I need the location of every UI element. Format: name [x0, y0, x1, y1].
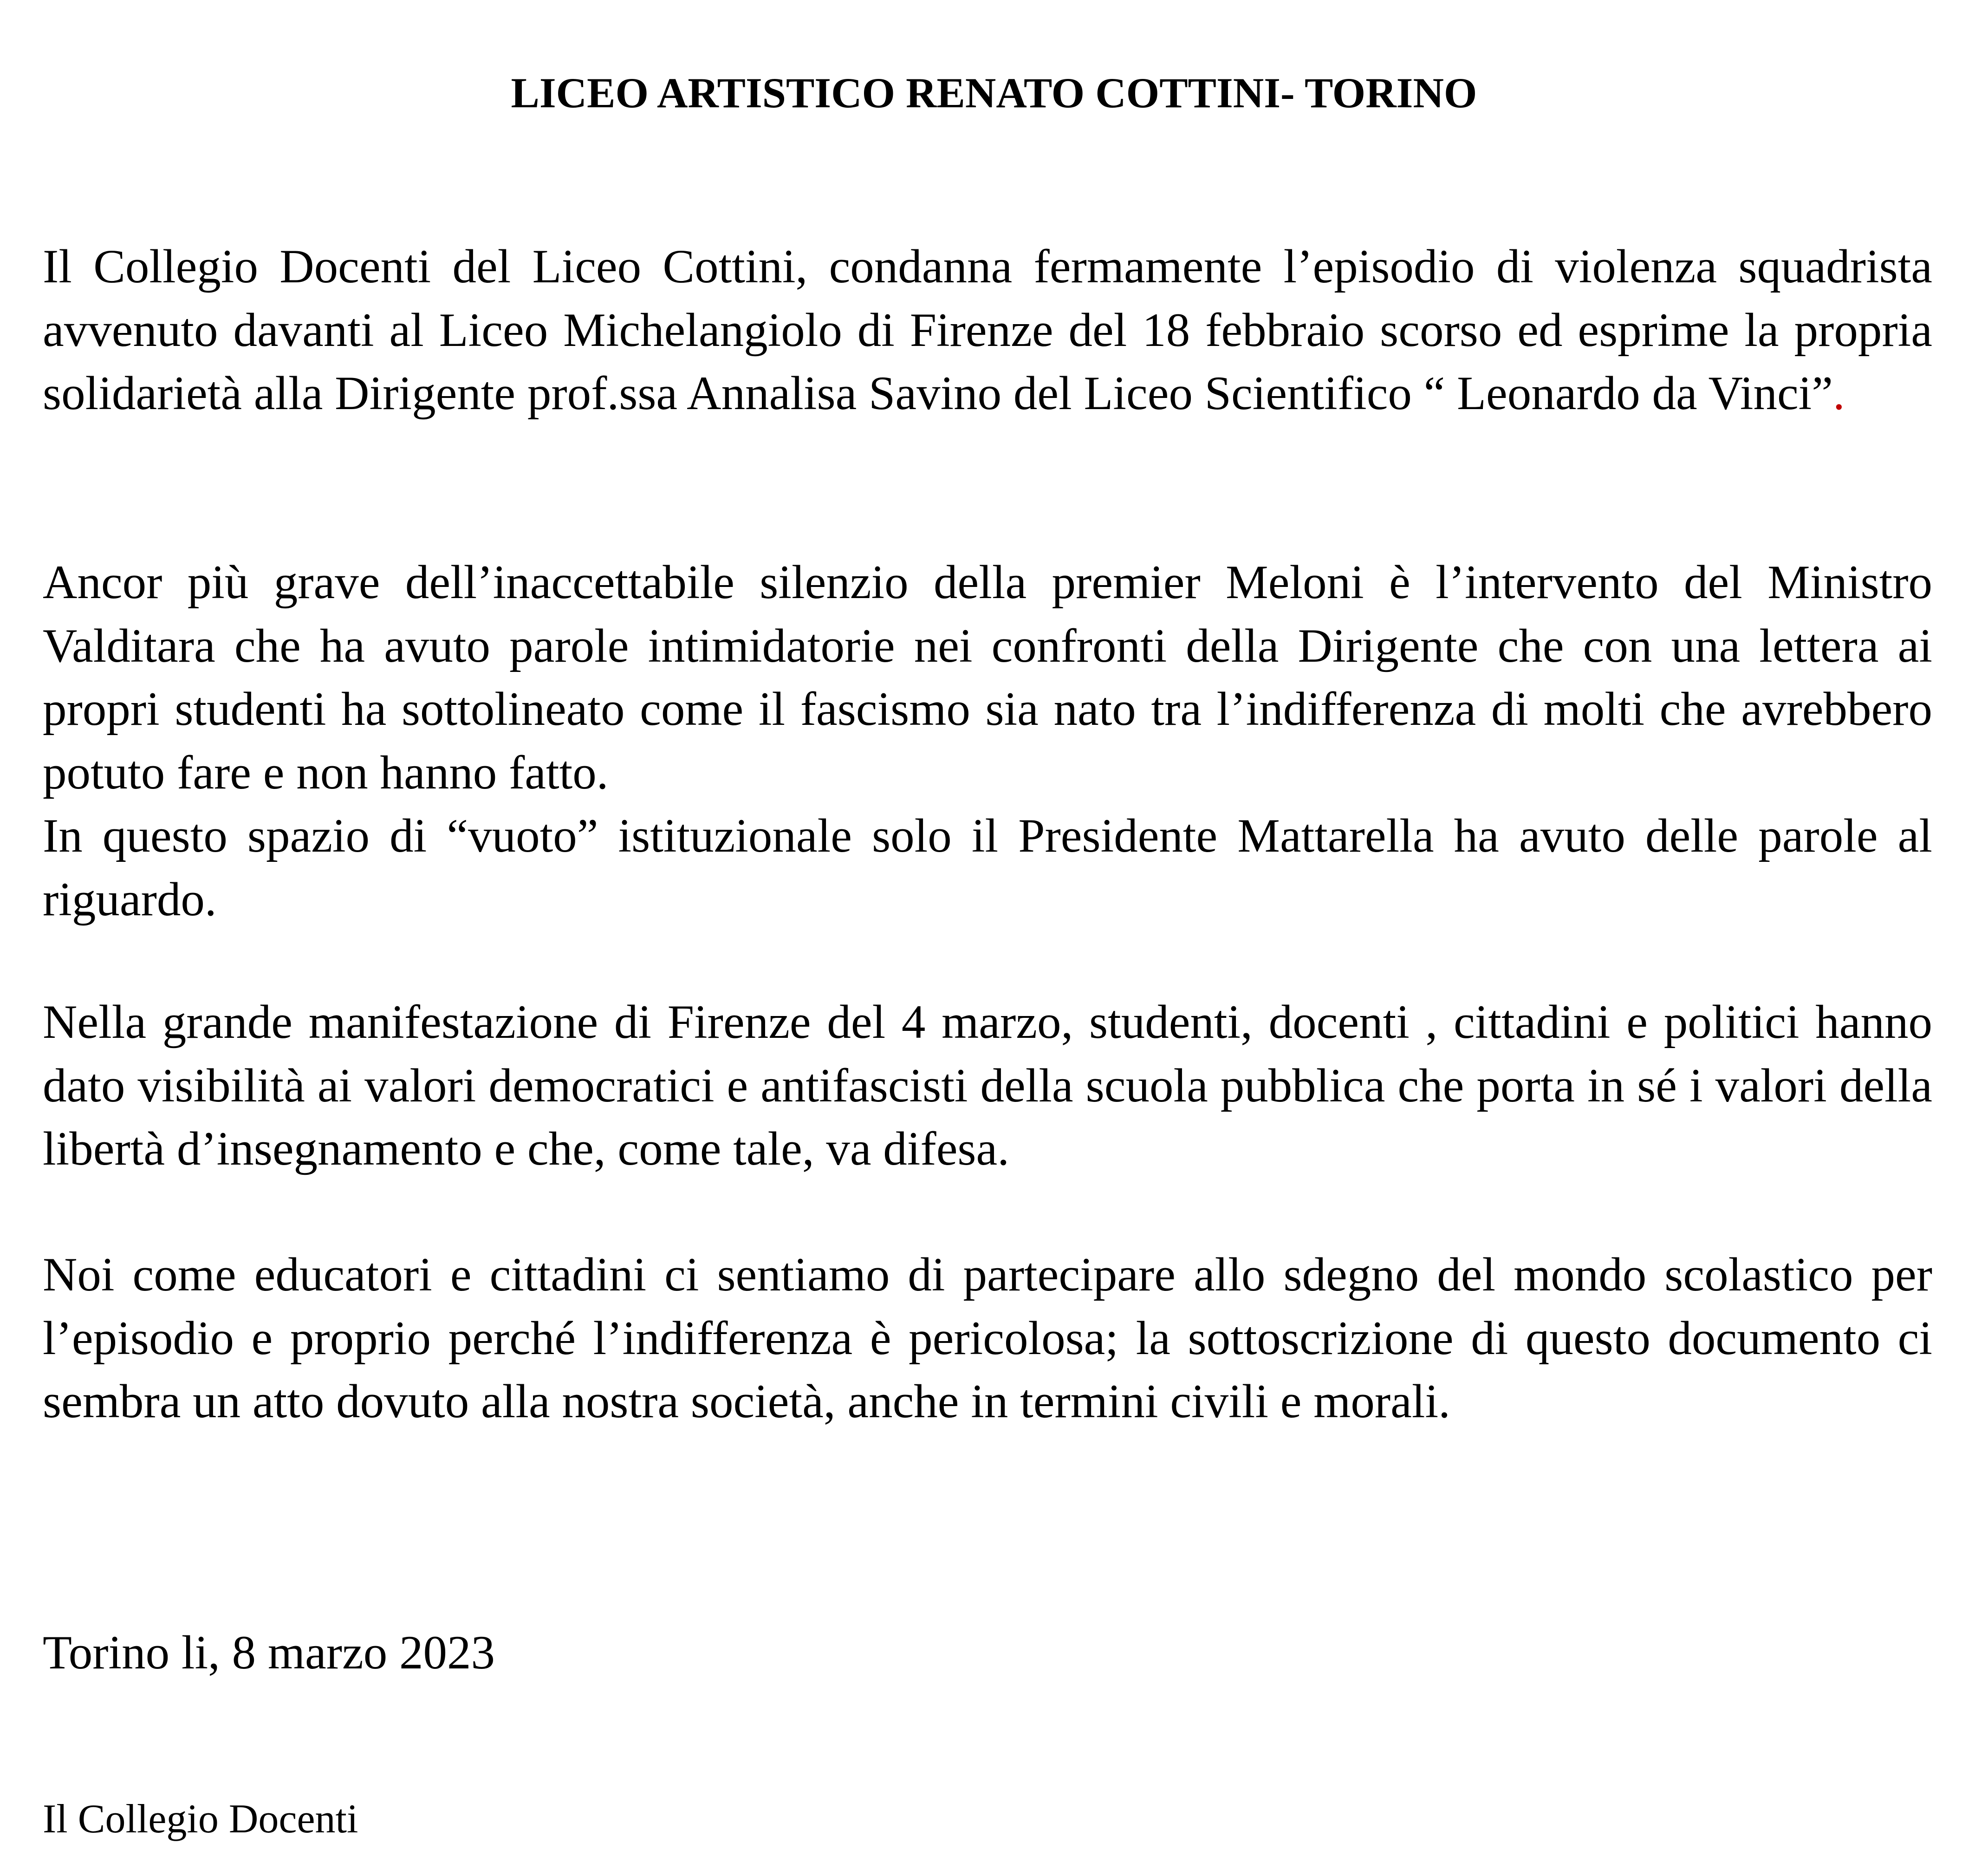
- paragraph-demonstration: Nella grande manifestazione di Firenze del 4 marzo, studenti, docenti , cittadini e politici hanno dato visibilità ai valori democratici e antifascisti della scuola pubblica che porta in sé i valori della libertà d’insegnamento e che, come tale, va difesa.: [43, 996, 1932, 1175]
- paragraph-minister-criticism: [43, 551, 1932, 931]
- paragraph-minister-criticism-text: Ancor più grave dell’inaccettabile silenzio della premier Meloni è l’intervento del Ministro Valditara che ha avuto parole intimidatorie nei confronti della Dirigente che con una lettera ai propri studenti ha sottolineato come il fascismo sia nato tra l’indifferenza di molti che avrebbero potuto fare e non hanno fatto.: [43, 556, 1932, 799]
- document-signature: Il Collegio Docenti: [43, 1797, 358, 1842]
- paragraph-solidarity-final-mark: .: [1833, 367, 1845, 420]
- document-title: LICEO ARTISTICO RENATO COTTINI- TORINO: [511, 69, 1477, 117]
- paragraph-institutional-void-text: In questo spazio di “vuoto” istituzionale solo il Presidente Mattarella ha avuto delle parole al riguardo.: [43, 809, 1932, 926]
- paragraph-solidarity: [43, 235, 1932, 425]
- paragraph-solidarity-text: Il Collegio Docenti del Liceo Cottini, condanna fermamente l’episodio di violenza squadrista avvenuto davanti al Liceo Michelangiolo di Firenze del 18 febbraio scorso ed esprime la propria solidarietà alla Dirigente prof.ssa Annalisa Savino del Liceo Scientifico “ Leonardo da Vinci”: [43, 240, 1932, 420]
- document-date: Torino li, 8 marzo 2023: [43, 1626, 495, 1679]
- paragraph-educators-statement: Noi come educatori e cittadini ci sentiamo di partecipare allo sdegno del mondo scolastico per l’episodio e proprio perché l’indifferenza è pericolosa; la sottoscrizione di questo documento ci sembra un atto dovuto alla nostra società, anche in termini civili e morali.: [43, 1248, 1932, 1428]
